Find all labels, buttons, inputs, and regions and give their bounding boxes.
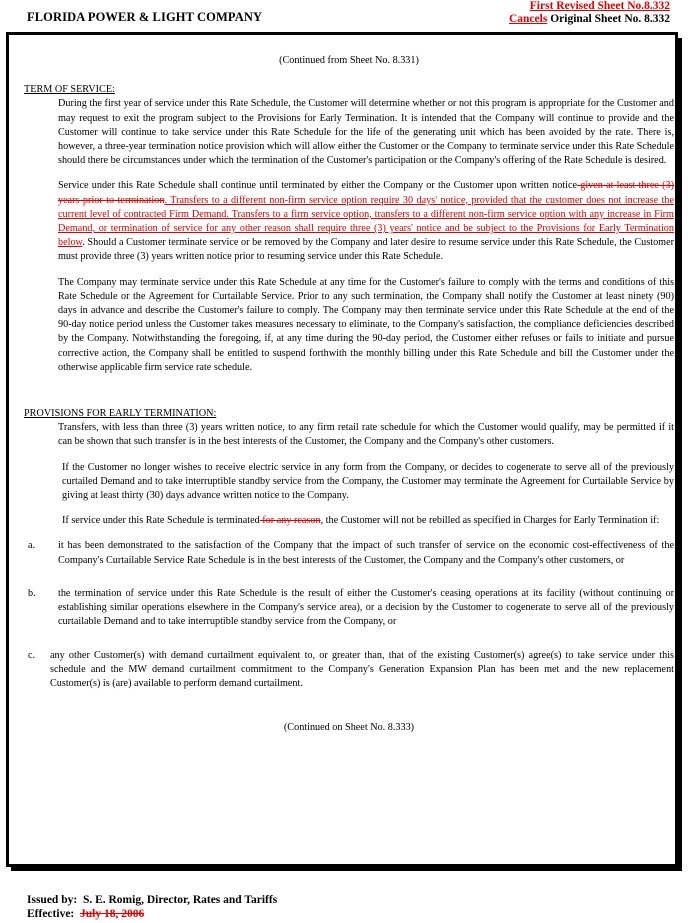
deleted-text-2: for any reason <box>259 515 321 527</box>
footer <box>27 893 277 921</box>
cancels-line <box>509 13 670 26</box>
list-item-a <box>24 539 674 567</box>
early-paragraph-3 <box>24 514 674 528</box>
effective-label: Effective: <box>27 908 75 920</box>
deleted-text: given at least three (3) years prior to termination <box>58 180 674 206</box>
list-item-text: the termination of service under this Rate Schedule is the result of either the Customer's ceasing operations at its facility (without continuing or establishing similar operations elsewhere in the Company's service area), or a decision by the Customer to cogenerate to serve all of the previously curtailable Demand and to take interruptible standby service from the Company, or <box>58 587 674 628</box>
term-paragraph-3: The Company may terminate service under this Rate Schedule at any time for the Customer's failure to comply with the terms and conditions of this Rate Schedule or the Agreement for Curtailable Service. Prior to any such termination, the Company shall notify the Customer at least ninety (90) days in advance and describe the Customer's failure to comply. The Company may then terminate service under this Rate Schedule at the end of the 90-day notice period unless the Customer takes measures necessary to eliminate, to the Company's satisfaction, the compliance deficiencies described by the Company. Notwithstanding the foregoing, if, at any time during the 90-day period, the Customer either refuses or fails to initiate and pursue corrective action, the Company shall be entitled to suspend forthwith the monthly billing under this Rate Schedule and bill the Customer under the otherwise applicable firm service rate schedule. <box>58 276 674 373</box>
term-of-service-heading: TERM OF SERVICE: <box>24 84 115 96</box>
term-paragraph-1: During the first year of service under this Rate Schedule, the Customer will determine whether or not this program is appropriate for the Customer and may request to exit the program subject to the Provisions for Early Termination. It is intended that the Company will continue to provide and the Customer will continue to take service under this Rate Schedule for the life of the generating unit which has been avoided by the rate. There is, however, a three-year termination notice provision which will allow either the Customer or the Company to terminate service under this Rate Schedule should there be circumstances under which the termination of the Customer's participation or the Company's offering of the Rate Schedule is desired. <box>58 98 674 167</box>
tariff-body <box>24 40 674 735</box>
early-p3-text-end: , the Customer will not be rebilled as specified in Charges for Early Termination if: <box>320 515 660 527</box>
list-item-text: it has been demonstrated to the satisfaction of the Company that the impact of such transfer of service on the economic cost-effectiveness of the Company's Curtailable Service Rate Schedule is in the best interests of the Customer, the Company and the Company's other customers, or <box>58 540 674 566</box>
cancels-label: Cancels <box>508 13 548 25</box>
term-p2-text: Service under this Rate Schedule shall continue until terminated by either the Company or the Customer upon written notice <box>58 180 578 192</box>
early-paragraph-1: Transfers, with less than three (3) years written notice, to any firm retail rate schedule for which the Customer would qualify, may be permitted if it can be shown that such transfer is in the best interests of the Customer, the Company and the Company's other customers. <box>58 422 674 448</box>
company-name: FLORIDA POWER & LIGHT COMPANY <box>27 10 263 24</box>
list-item-label: a. <box>28 540 36 552</box>
list-item-label: b. <box>28 587 36 599</box>
list-item-text: any other Customer(s) with demand curtailment equivalent to, or greater than, that of the existing Customer(s) agree(s) to take service under this schedule and the MW demand curtailment commitment to the Company's Generation Expansion Plan has been met and the new replacement Customer(s) is (are) available to perform demand curtailment. <box>50 649 674 689</box>
list-item-c <box>24 649 674 692</box>
early-p3-text: If service under this Rate Schedule is terminated <box>62 515 260 527</box>
list-item-b <box>24 587 674 630</box>
continued-from: (Continued from Sheet No. 8.331) <box>279 55 419 66</box>
early-termination-heading: PROVISIONS FOR EARLY TERMINATION: <box>24 408 217 420</box>
revised-sheet-number: First Revised Sheet No.8.332 <box>529 0 670 12</box>
sheet-revision <box>509 0 670 26</box>
issued-by-value: S. E. Romig, Director, Rates and Tariffs <box>82 894 278 906</box>
issued-by-line <box>27 893 277 907</box>
term-paragraph-2 <box>24 179 674 264</box>
continued-on: (Continued on Sheet No. 8.333) <box>283 722 415 734</box>
list-item-label: c. <box>28 649 36 661</box>
term-p2-text-end: . Should a Customer terminate service or be removed by the Company and later desire to resume service under this Rate Schedule, the Customer must provide three (3) years written notice prior to resuming service under this Rate Schedule. <box>58 237 674 263</box>
effective-date: July 18, 2006 <box>80 908 145 920</box>
frame-shadow-bottom <box>11 867 682 871</box>
issued-by-label: Issued by: <box>27 894 78 906</box>
inserted-text: . Transfers to a different non-firm service option require 30 days' notice, provided that the customer does not increase the current level of contracted Firm Demand. Transfers to a firm service option, transfers to a different non-firm service option with any increase in Firm Demand, or termination of service for any other reason shall require three (3) years' notice and be subject to the Provisions for Early Termination below <box>58 194 674 249</box>
effective-line <box>27 907 277 921</box>
original-sheet-number: Original Sheet No. 8.332 <box>550 13 670 25</box>
early-paragraph-2: If the Customer no longer wishes to receive electric service in any form from the Company, or decides to cogenerate to serve all of the previously curtailed Demand and to take interruptible standby service from the Company, the Customer may terminate the Agreement for Curtailable Service by giving at least thirty (30) days advance written notice to the Company. <box>62 461 674 502</box>
frame-shadow-right <box>678 38 682 870</box>
